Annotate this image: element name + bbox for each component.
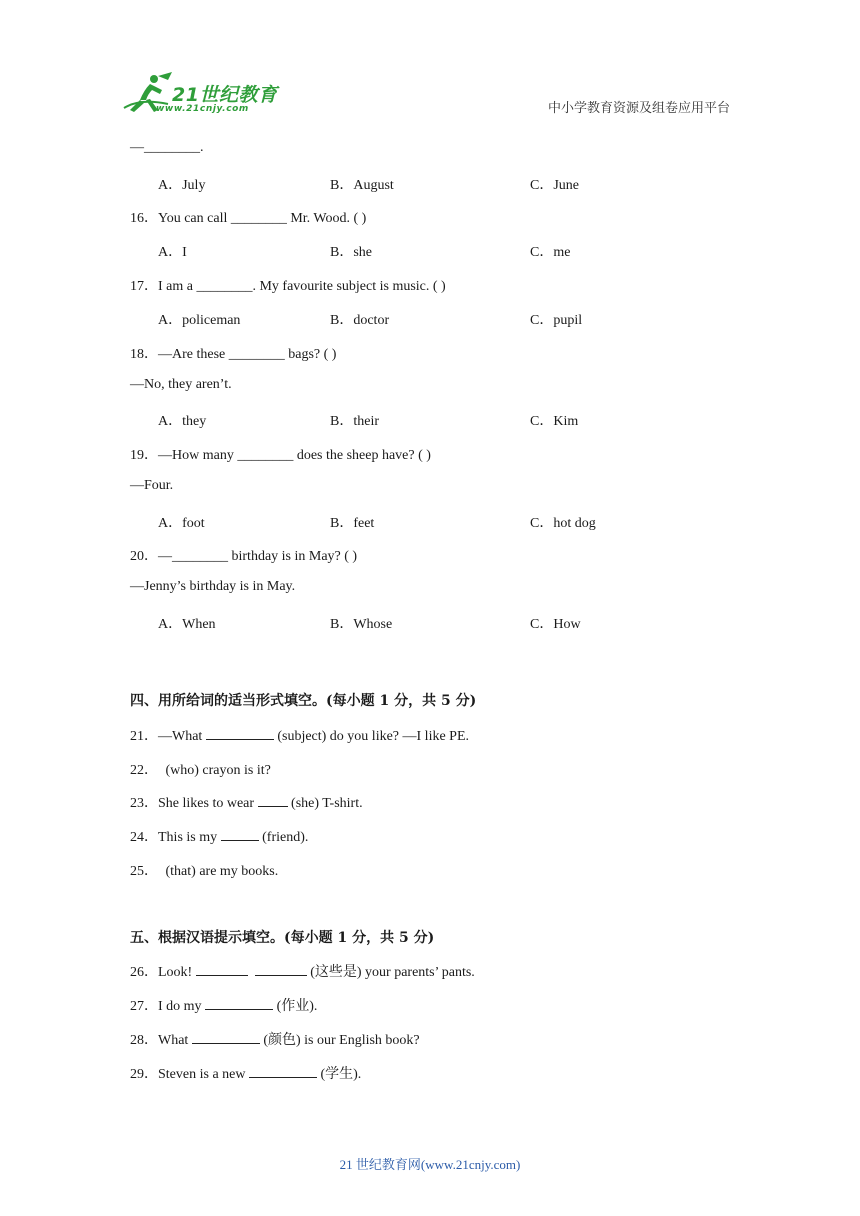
q22-post: (who) crayon is it? (162, 763, 271, 778)
q17-option-b: B．doctor (330, 313, 390, 328)
footer: 21 世纪教育网(www.21cnjy.com) (339, 1157, 521, 1172)
q29 (130, 1063, 361, 1083)
q18-option-c: C．Kim (530, 414, 579, 429)
q26-post: (这些是) your parents’ pants. (306, 965, 475, 980)
q15-option-a: A．July (158, 178, 206, 193)
q19-stem: 19．—How many ________ does the sheep have? ( ) (130, 448, 431, 463)
logo-text: 21世纪教育 (172, 84, 278, 106)
q17-stem: 17．I am a ________. My favourite subject is music. ( ) (130, 279, 446, 294)
q26-pre: 26．Look! (130, 965, 196, 980)
q24-post: (friend). (258, 830, 309, 845)
q17-option-a: A．policeman (158, 313, 241, 328)
logo (120, 70, 290, 118)
q22 (130, 759, 271, 779)
q25-post: (that) are my books. (162, 864, 279, 879)
q19-option-c: C．hot dog (530, 516, 596, 531)
q18-option-a: A．they (158, 414, 207, 429)
q28-pre: 28．What (130, 1033, 192, 1048)
q27 (130, 995, 317, 1015)
q28-blank[interactable] (192, 1031, 260, 1044)
q19-option-b: B．feet (330, 516, 375, 531)
q20-option-c: C．How (530, 617, 581, 632)
q21-pre: 21．—What (130, 729, 206, 744)
q19-option-a: A．foot (158, 516, 205, 531)
logo-url: www.21cnjy.com (156, 104, 249, 114)
q26 (130, 961, 475, 981)
q28 (130, 1029, 420, 1049)
q25 (130, 860, 278, 880)
section-4-title: 四、用所给词的适当形式填空。(每小题 1 分，共 5 分) (130, 693, 477, 709)
q20-option-b: B．Whose (330, 617, 393, 632)
q22-pre: 22． (130, 763, 158, 778)
q27-post: (作业). (273, 999, 318, 1014)
q24 (130, 826, 308, 846)
platform-label: 中小学教育资源及组卷应用平台 (547, 101, 730, 116)
q23-blank[interactable] (258, 794, 288, 807)
q25-pre: 25． (130, 864, 158, 879)
q16-option-c: C．me (530, 245, 571, 260)
q20-answer: —Jenny’s birthday is in May. (130, 579, 296, 594)
q15-option-c: C．June (530, 178, 579, 193)
q20-option-a: A．When (158, 617, 216, 632)
q21-blank[interactable] (206, 727, 274, 740)
q18-answer: —No, they aren’t. (130, 377, 232, 392)
q16-stem: 16．You can call ________ Mr. Wood. ( ) (130, 211, 367, 226)
q21-post: (subject) do you like? —I like PE. (273, 729, 470, 744)
q17-option-c: C．pupil (530, 313, 583, 328)
q23-pre: 23．She likes to wear (130, 796, 258, 811)
q27-blank[interactable] (205, 997, 273, 1010)
q24-blank[interactable] (221, 828, 259, 841)
q20-stem: 20．—________ birthday is in May? ( ) (130, 549, 358, 564)
q29-pre: 29．Steven is a new (130, 1067, 249, 1082)
q28-post: (颜色) is our English book? (259, 1033, 420, 1048)
q29-post: (学生). (316, 1067, 362, 1082)
q18-stem: 18．—Are these ________ bags? ( ) (130, 347, 337, 362)
q27-pre: 27．I do my (130, 999, 206, 1014)
q15-tail: —________. (130, 140, 204, 155)
q21 (130, 725, 469, 745)
q16-option-b: B．she (330, 245, 372, 260)
q23 (130, 792, 363, 812)
q24-pre: 24．This is my (130, 830, 221, 845)
q18-option-b: B．their (330, 414, 379, 429)
q23-post: (she) T-shirt. (287, 796, 363, 811)
q19-answer: —Four. (130, 478, 174, 493)
q26-blank-1[interactable] (196, 963, 248, 976)
q26-blank-2[interactable] (255, 963, 307, 976)
q15-option-b: B．August (330, 178, 394, 193)
q29-blank[interactable] (249, 1065, 317, 1078)
q16-option-a: A．I (158, 245, 187, 260)
section-5-title: 五、根据汉语提示填空。(每小题 1 分，共 5 分) (130, 930, 435, 946)
